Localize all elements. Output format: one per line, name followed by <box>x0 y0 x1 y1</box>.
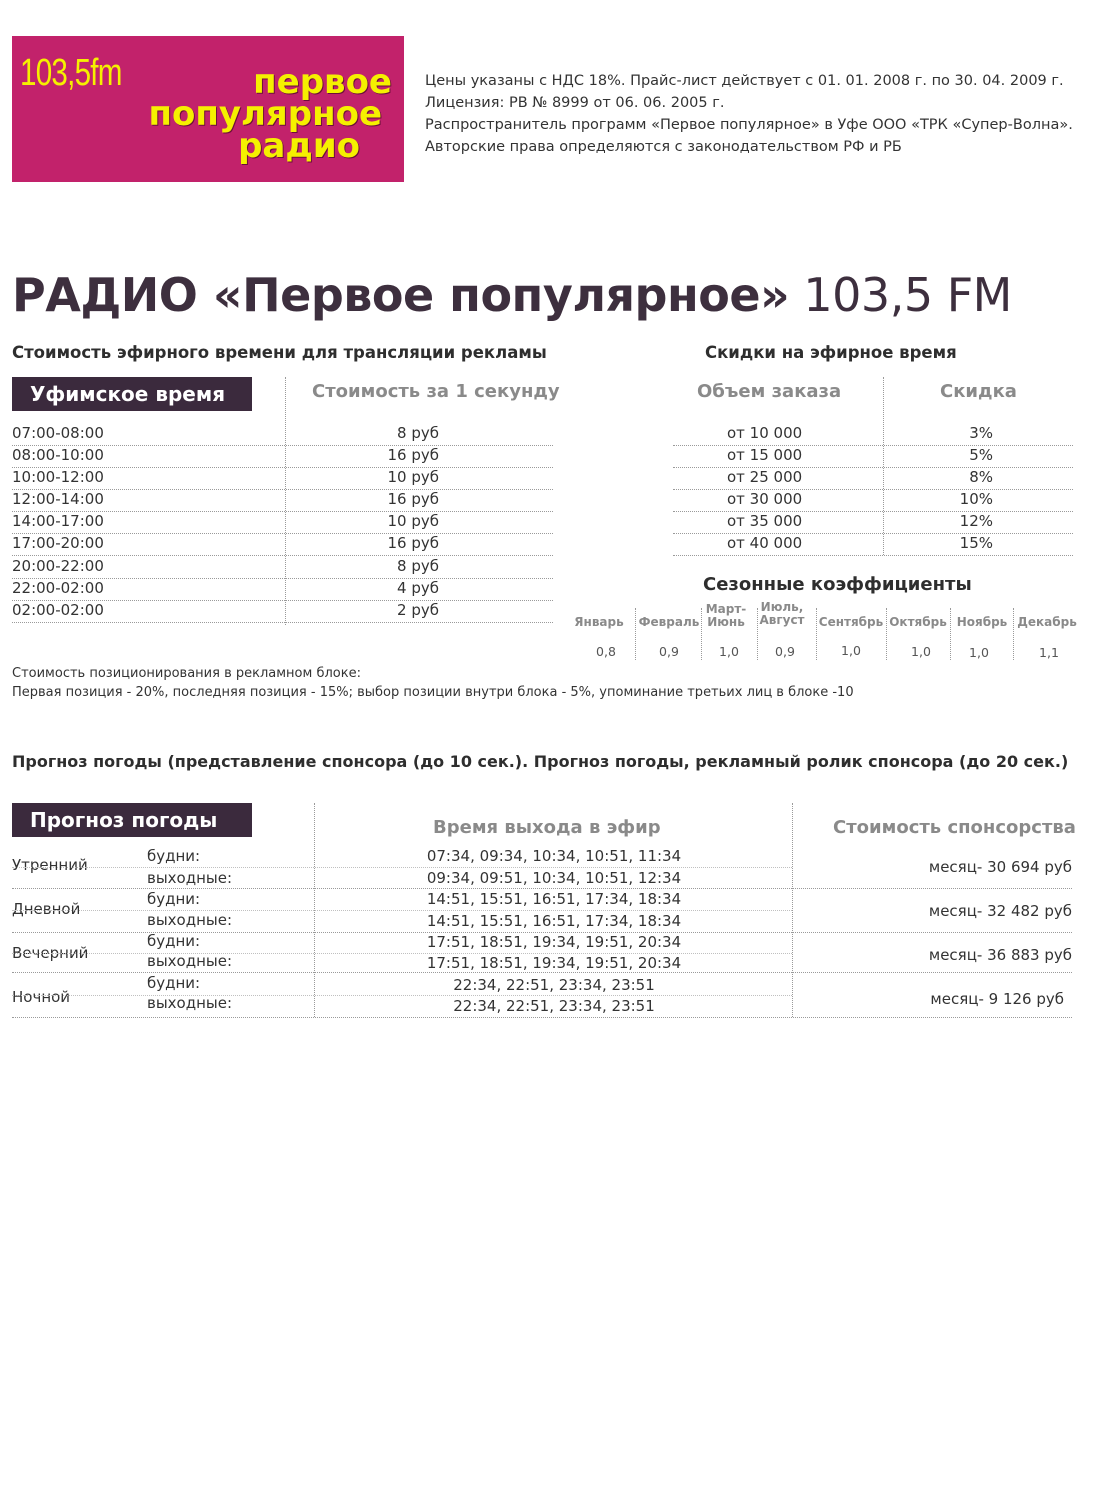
discount-volume: от 35 000 <box>727 512 803 530</box>
weather-heading: Прогноз погоды (представление спонсора (до 10 сек.). Прогноз погоды, рекламный ролик спонсора (до 20 сек.) <box>12 752 1069 771</box>
season-month: Февраль <box>638 615 700 629</box>
airtime-heading: Стоимость эфирного времени для трансляции рекламы <box>12 343 547 362</box>
table-row <box>12 600 553 623</box>
weather-subdivider <box>12 995 792 996</box>
table-row <box>673 445 1073 468</box>
table-row <box>12 467 553 490</box>
weather-col-cost: Стоимость спонсорства <box>833 817 1076 838</box>
weekdays-label: будни: <box>147 974 201 992</box>
airtime-price: 10 руб <box>387 468 439 486</box>
logo-frequency: 103,5fm <box>20 52 122 94</box>
airtime-time: 14:00-17:00 <box>12 512 104 530</box>
discount-value: 15% <box>959 534 993 552</box>
page-title-bold: РАДИО «Первое популярное» <box>12 268 790 322</box>
sponsorship-cost: месяц- 36 883 руб <box>928 946 1072 964</box>
table-row <box>673 489 1073 512</box>
season-value: 1,1 <box>1039 645 1059 660</box>
radio-logo <box>12 36 404 182</box>
airtime-price: 10 руб <box>387 512 439 530</box>
season-divider <box>635 608 636 660</box>
weekend-label: выходные: <box>147 911 233 929</box>
discount-volume: от 25 000 <box>727 468 803 486</box>
discount-volume: от 30 000 <box>727 490 803 508</box>
weather-subdivider <box>12 910 792 911</box>
season-month: Сентябрь <box>818 615 884 629</box>
season-divider <box>816 608 817 660</box>
airtime-price: 4 руб <box>397 579 439 597</box>
airtime-time: 07:00-08:00 <box>12 424 104 442</box>
weather-col-time: Время выхода в эфир <box>433 817 661 838</box>
discount-volume: от 15 000 <box>727 446 803 464</box>
airtime-col-cost: Стоимость за 1 секунду <box>312 381 560 402</box>
page-title-frequency: 103,5 FM <box>789 268 1012 322</box>
seasonal-heading: Сезонные коэффициенты <box>703 574 972 595</box>
airtime-price: 8 руб <box>397 557 439 575</box>
airtime-time: 08:00-10:00 <box>12 446 104 464</box>
season-value: 1,0 <box>719 644 739 659</box>
weather-period: Дневной <box>12 900 81 918</box>
season-value: 0,9 <box>775 644 795 659</box>
discount-volume: от 10 000 <box>727 424 803 442</box>
weather-period: Вечерний <box>12 944 89 962</box>
table-row <box>673 533 1073 556</box>
airtime-time: 02:00-02:00 <box>12 601 104 619</box>
season-value: 1,0 <box>911 644 931 659</box>
positioning-note-text: Первая позиция - 20%, последняя позиция - 15%; выбор позиции внутри блока - 5%, упоминание третьих лиц в блоке -10 <box>12 685 854 700</box>
discount-value: 12% <box>959 512 993 530</box>
airtime-price: 16 руб <box>387 490 439 508</box>
season-divider <box>886 608 887 660</box>
table-row <box>12 889 1072 933</box>
weekdays-times: 17:51, 18:51, 19:34, 19:51, 20:34 <box>426 933 682 951</box>
table-row <box>12 533 553 556</box>
weekend-times: 22:34, 22:51, 23:34, 23:51 <box>453 997 655 1015</box>
weekend-label: выходные: <box>147 994 233 1012</box>
sponsorship-cost: месяц- 30 694 руб <box>928 858 1072 876</box>
table-row <box>673 511 1073 534</box>
discount-volume: от 40 000 <box>727 534 803 552</box>
season-month: Март- Июнь <box>705 602 747 629</box>
table-row <box>673 423 1073 446</box>
logo-word-2: популярное <box>148 94 382 134</box>
season-value: 0,8 <box>596 644 616 659</box>
info-line-license: Лицензия: РВ № 8999 от 06. 06. 2005 г. <box>425 95 725 111</box>
season-month: Декабрь <box>1017 615 1077 629</box>
airtime-price: 16 руб <box>387 446 439 464</box>
season-month: Июль, Август <box>759 600 805 627</box>
season-month: Январь <box>574 615 624 629</box>
season-month: Октябрь <box>889 615 947 629</box>
table-row <box>12 511 553 534</box>
discount-value: 10% <box>959 490 993 508</box>
season-month: Ноябрь <box>956 615 1008 629</box>
airtime-time: 12:00-14:00 <box>12 490 104 508</box>
weekdays-label: будни: <box>147 932 201 950</box>
table-row <box>12 423 553 446</box>
table-row <box>12 489 553 512</box>
table-row <box>673 467 1073 490</box>
discount-value: 5% <box>969 446 993 464</box>
discount-value: 3% <box>969 424 993 442</box>
weather-period: Ночной <box>12 988 71 1006</box>
discount-value: 8% <box>969 468 993 486</box>
weather-period: Утренний <box>12 856 88 874</box>
airtime-time: 20:00-22:00 <box>12 557 104 575</box>
logo-word-3: радио <box>238 126 360 166</box>
table-row <box>12 974 1072 1018</box>
table-row <box>12 578 553 601</box>
weekdays-times: 07:34, 09:34, 10:34, 10:51, 11:34 <box>426 847 682 865</box>
season-value: 0,9 <box>659 644 679 659</box>
logo-word-1: первое <box>253 62 392 102</box>
airtime-tag: Уфимское время <box>12 377 252 411</box>
info-line-distributor: Распространитель программ «Первое популярное» в Уфе ООО «ТРК «Супер-Волна». <box>425 117 1073 133</box>
table-row <box>12 445 553 468</box>
weekdays-times: 14:51, 15:51, 16:51, 17:34, 18:34 <box>426 890 682 908</box>
airtime-price: 8 руб <box>397 424 439 442</box>
table-row <box>12 556 553 579</box>
airtime-time: 10:00-12:00 <box>12 468 104 486</box>
discounts-col-discount: Скидка <box>940 381 1017 402</box>
airtime-price: 16 руб <box>387 534 439 552</box>
info-line-prices: Цены указаны с НДС 18%. Прайс-лист действует с 01. 01. 2008 г. по 30. 04. 2009 г. <box>425 73 1064 89</box>
discounts-heading: Скидки на эфирное время <box>705 343 957 362</box>
weekend-times: 14:51, 15:51, 16:51, 17:34, 18:34 <box>426 912 682 930</box>
airtime-price: 2 руб <box>397 601 439 619</box>
discounts-col-volume: Объем заказа <box>697 381 842 402</box>
sponsorship-cost: месяц- 32 482 руб <box>928 902 1072 920</box>
weather-subdivider <box>12 953 792 954</box>
positioning-note-title: Стоимость позиционирования в рекламном блоке: <box>12 666 361 681</box>
page-title <box>12 268 1012 322</box>
weather-tag: Прогноз погоды <box>12 803 252 837</box>
airtime-time: 22:00-02:00 <box>12 579 104 597</box>
weekdays-label: будни: <box>147 847 201 865</box>
weekend-times: 17:51, 18:51, 19:34, 19:51, 20:34 <box>426 954 682 972</box>
season-value: 1,0 <box>841 643 861 658</box>
weekend-label: выходные: <box>147 952 233 970</box>
airtime-time: 17:00-20:00 <box>12 534 104 552</box>
sponsorship-cost: месяц- 9 126 руб <box>930 990 1064 1008</box>
season-divider <box>950 608 951 660</box>
info-line-copyright: Авторские права определяются с законодательством РФ и РБ <box>425 139 902 155</box>
weekend-times: 09:34, 09:51, 10:34, 10:51, 12:34 <box>426 869 682 887</box>
weekend-label: выходные: <box>147 869 233 887</box>
season-value: 1,0 <box>969 645 989 660</box>
weekdays-label: будни: <box>147 890 201 908</box>
weather-subdivider <box>12 867 792 868</box>
season-divider <box>1013 608 1014 660</box>
weekdays-times: 22:34, 22:51, 23:34, 23:51 <box>453 976 655 994</box>
